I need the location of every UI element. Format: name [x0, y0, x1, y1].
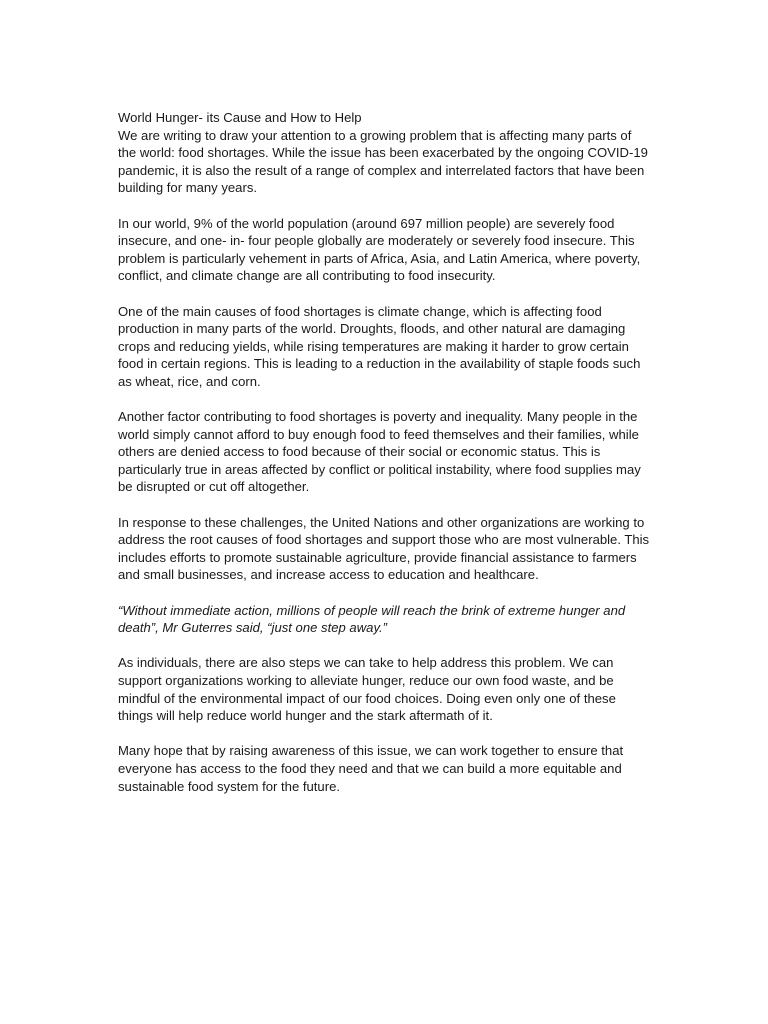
paragraph-poverty: Another factor contributing to food shortages is poverty and inequality. Many people in the world simply cannot afford to buy enough food to feed themselves and their families, while others are denied access to food because of their social or economic status. This is particularly true in areas affected by conflict or political instability, where food supplies may be disrupted or cut off altogether.: [118, 409, 641, 495]
paragraph-un-response: In response to these challenges, the United Nations and other organizations are working to address the root causes of food shortages and support those who are most vulnerable. This includes efforts to promote sustainable agriculture, provide financial assistance to farmers and small businesses, and increase access to education and healthcare.: [118, 514, 650, 583]
document-title: World Hunger- its Cause and How to Help: [118, 110, 362, 125]
paragraph-individual-action: As individuals, there are also steps we can take to help address this problem. We can support organizations working to alleviate hunger, reduce our own food waste, and be mindful of the environmental impact of our food choices. Doing even only one of these things will help reduce world hunger and the stark aftermath of it.: [118, 655, 616, 724]
paragraph-conclusion: Many hope that by raising awareness of this issue, we can work together to ensure that everyone has access to the food they need and that we can build a more equitable and sustainable food system for the future.: [118, 743, 624, 794]
paragraph-quote: “Without immediate action, millions of people will reach the brink of extreme hunger and death”, Mr Guterres said, “just one step away.”: [118, 602, 626, 636]
paragraph-statistics: In our world, 9% of the world population (around 697 million people) are severely food insecure, and one- in- four people globally are moderately or severely food insecure. This problem is particularly vehement in parts of Africa, Asia, and Latin America, where poverty, conflict, and climate change are all contributing to food insecurity.: [118, 215, 641, 284]
paragraph-intro: We are writing to draw your attention to a growing problem that is affecting many parts of the world: food shortages. While the issue has been exacerbated by the ongoing COVID-19 pandemic, it is also the result of a range of complex and interrelated factors that have been building for many years.: [118, 127, 648, 196]
document-body: [118, 109, 652, 813]
paragraph-climate-change: One of the main causes of food shortages is climate change, which is affecting food production in many parts of the world. Droughts, floods, and other natural are damaging crops and reducing yields, while rising temperatures are making it harder to grow certain food in certain regions. This is leading to a reduction in the availability of staple foods such as wheat, rice, and corn.: [118, 303, 641, 389]
